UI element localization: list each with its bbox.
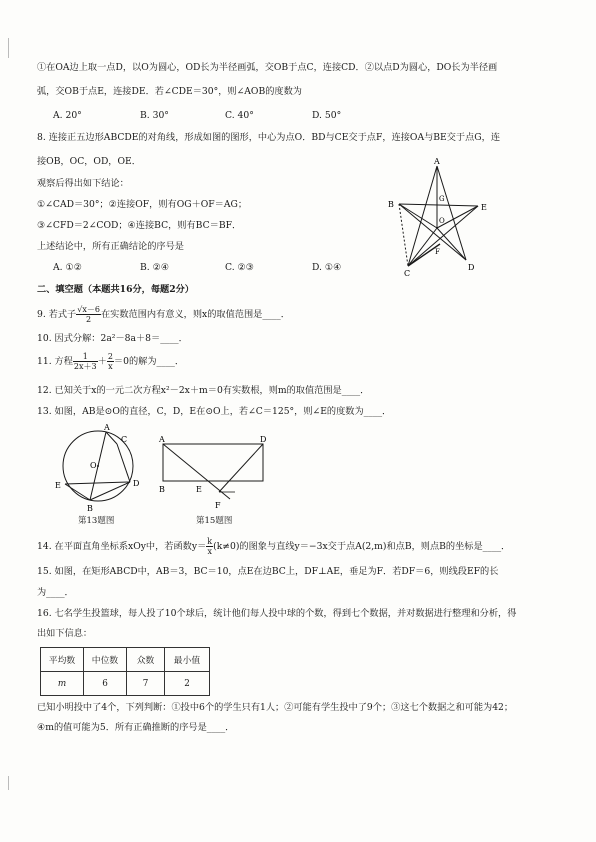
q9-fraction <box>76 305 101 324</box>
fig8-label-d: D <box>468 263 475 272</box>
fig15-label-b: B <box>159 485 165 494</box>
q16-stats-table <box>40 647 210 696</box>
fig13-label-a: A <box>104 423 110 432</box>
q11-fraction-1 <box>73 352 98 371</box>
q8-conclusion-1: ①∠CAD＝30°；②连接OF，则有OG＋OF＝AG； <box>37 199 248 210</box>
q9-prefix: 9. 若式子 <box>37 309 77 320</box>
fig15-label-f: F <box>215 501 221 510</box>
fig15-label-e: E <box>196 485 202 494</box>
fig13-label-d: D <box>133 479 140 488</box>
q7-line1: ①在OA边上取一点D，以O为圆心，OD长为半径画弧，交OB于点C，连接CD．②以点D为圆心，DO长为半径画 <box>37 62 498 73</box>
q16-line3: 已知小明投中了4个，下列判断：①投中6个的学生只有1人；②可能有学生投中了9个；③这七个数据之和可能为42； <box>37 702 514 713</box>
table-header-cell: 中位数 <box>84 648 127 672</box>
q8-line2: 接OB，OC，OD，OE． <box>37 156 141 167</box>
q14-prefix: 14. 在平面直角坐标系xOy中，若函数y＝ <box>37 541 207 552</box>
q10: 10. 因式分解：2a²－8a＋8＝____． <box>37 333 188 344</box>
fig13-label-e: E <box>55 481 61 490</box>
fig8-label-b: B <box>388 200 394 209</box>
fig8-label-e: E <box>481 203 487 212</box>
table-row <box>41 672 210 696</box>
table-header-row <box>41 648 210 672</box>
fig13-label-o: O <box>90 461 97 470</box>
q14 <box>37 537 574 557</box>
fig15-rectangle-figure <box>155 432 275 512</box>
table-header-cell: 最小值 <box>165 648 210 672</box>
fig8-label-g: G <box>439 195 445 203</box>
fig13-label-b: B <box>87 504 93 513</box>
q9 <box>37 305 574 325</box>
fig8-label-a: A <box>434 157 440 166</box>
q11-f1-numerator: 1 <box>73 352 98 362</box>
q11-f1-denominator: 2x＋3 <box>73 362 97 371</box>
fig13-label-c: C <box>121 435 128 444</box>
table-cell: 2 <box>165 672 210 696</box>
q7-option-b: B. 30° <box>140 110 169 121</box>
q8-option-b: B. ②④ <box>140 262 170 273</box>
q15-line1: 15. 如图，在矩形ABCD中，AB＝3，BC＝10，点E在边BC上，DF⊥AE，垂足为F．若DF＝6，则线段EF的长 <box>37 566 499 577</box>
q11-plus: ＋ <box>97 356 107 367</box>
q11-f2-numerator: 2 <box>107 352 113 361</box>
q8-ask: 上述结论中，所有正确结论的序号是 <box>37 241 184 252</box>
fig13-caption: 第13题图 <box>78 516 115 526</box>
fig15-label-a: A <box>159 435 165 444</box>
q14-denominator: x <box>207 547 212 556</box>
q16-line2: 出如下信息： <box>37 628 93 639</box>
q13: 13. 如图，AB是⊙O的直径，C，D，E在⊙O上，若∠C＝125°，则∠E的度数为____． <box>37 406 392 417</box>
q14-suffix: (k≠0)的图象与直线y＝−3x交于点A(2,m)和点B，则点B的坐标是____． <box>213 541 511 552</box>
scan-edge-mark <box>8 38 9 58</box>
table-header-cell: 平均数 <box>41 648 84 672</box>
q8-observe: 观察后得出如下结论： <box>37 178 129 189</box>
q8-option-a: A. ①② <box>53 262 82 273</box>
fig15-caption: 第15题图 <box>196 516 233 526</box>
q9-suffix: 在实数范围内有意义，则x的取值范围是____． <box>100 309 290 320</box>
q16-line4: ④m的值可能为5．所有正确推断的序号是____． <box>37 722 235 733</box>
q11-f2-denominator: x <box>108 362 113 371</box>
table-cell: 6 <box>84 672 127 696</box>
q8-line1: 8. 连接正五边形ABCDE的对角线，形成如图的图形，中心为点O．BD与CE交于点F，连接OA与BE交于点G，连 <box>37 132 501 143</box>
q8-option-c: C. ②③ <box>225 262 255 273</box>
q8-option-d: D. ①④ <box>312 262 342 273</box>
pentagram-figure <box>380 156 500 276</box>
table-header-cell: 众数 <box>127 648 165 672</box>
q11-fraction-2 <box>107 352 114 371</box>
q8-conclusion-2: ③∠CFD＝2∠COD；④连接BC，则有BC＝BF． <box>37 220 242 231</box>
fig8-label-o: O <box>439 217 445 225</box>
q12: 12. 已知关于x的一元二次方程x²－2x＋m＝0有实数根，则m的取值范围是____． <box>37 385 370 396</box>
q9-numerator: √x－6 <box>77 305 100 314</box>
fig8-label-f: F <box>435 248 440 256</box>
q9-denominator: 2 <box>86 315 92 324</box>
scan-edge-mark <box>8 776 9 790</box>
q11 <box>37 352 574 372</box>
q14-numerator: k <box>207 537 213 546</box>
q7-line2: 弧，交OB于点E，连接DE．若∠CDE＝30°，则∠AOB的度数为 <box>37 86 302 97</box>
q7-option-a: A. 20° <box>53 110 82 121</box>
q7-option-d: D. 50° <box>312 110 342 121</box>
fig13-circle-figure <box>52 422 152 514</box>
q11-suffix: ＝0的解为____． <box>113 356 185 367</box>
q15-line2: 为____． <box>37 587 74 598</box>
fig8-label-c: C <box>404 269 411 276</box>
fig15-label-d: D <box>260 435 267 444</box>
q7-option-c: C. 40° <box>225 110 254 121</box>
q11-prefix: 11. 方程 <box>37 356 73 367</box>
section-2-title: 二、填空题（本题共16分，每题2分） <box>37 284 194 295</box>
table-cell: m <box>41 672 84 696</box>
q16-line1: 16. 七名学生投篮球，每人投了10个球后，统计他们每人投中球的个数，得到七个数据，并对数据进行整理和分析，得 <box>37 608 517 619</box>
table-cell: 7 <box>127 672 165 696</box>
